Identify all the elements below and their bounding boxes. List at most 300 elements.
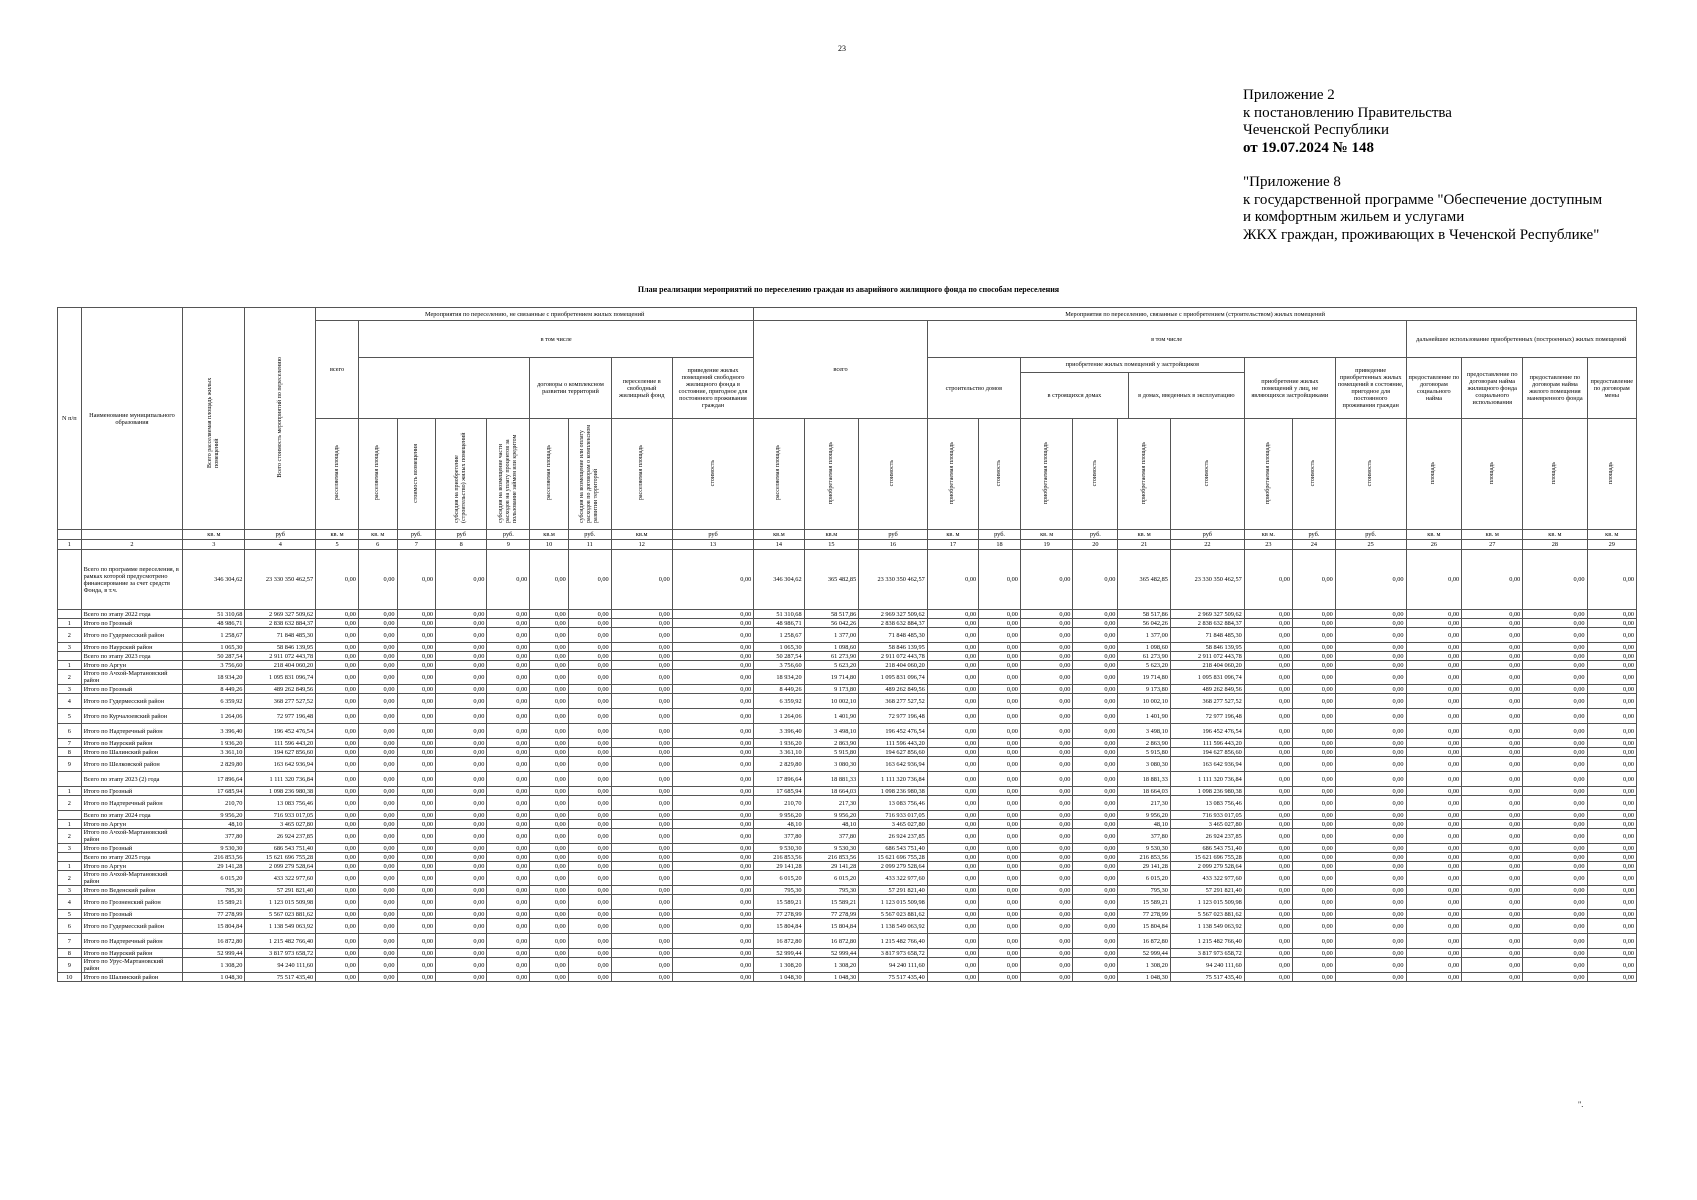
value-cell: 0,00	[358, 844, 397, 853]
value-cell: 0,00	[397, 796, 436, 811]
value-cell: 346 304,62	[183, 550, 245, 610]
value-cell: 0,00	[1523, 934, 1587, 949]
value-cell: 686 543 751,40	[1170, 844, 1244, 853]
value-cell: 0,00	[672, 670, 754, 685]
value-cell: 194 627 856,60	[245, 748, 316, 757]
value-cell: 0,00	[436, 652, 487, 661]
value-cell: 0,00	[1587, 685, 1636, 694]
value-cell: 0,00	[568, 610, 611, 619]
value-cell: 0,00	[487, 643, 530, 652]
value-cell: 0,00	[1292, 919, 1335, 934]
value-cell: 0,00	[1406, 652, 1462, 661]
value-cell: 0,00	[1462, 652, 1523, 661]
row-number: 3	[58, 685, 82, 694]
value-cell: 0,00	[1244, 685, 1292, 694]
value-cell: 0,00	[358, 724, 397, 739]
value-cell: 0,00	[1462, 619, 1523, 628]
value-cell: 0,00	[1587, 652, 1636, 661]
column-number-cell: 21	[1118, 540, 1170, 550]
units-cell: руб	[245, 530, 316, 540]
value-cell: 0,00	[358, 853, 397, 862]
value-cell: 0,00	[436, 862, 487, 871]
value-cell: 0,00	[672, 811, 754, 820]
value-cell: 0,00	[1244, 772, 1292, 787]
row-number: 1	[58, 661, 82, 670]
row-number: 6	[58, 724, 82, 739]
value-cell: 2 099 279 528,64	[859, 862, 928, 871]
value-cell: 6 015,20	[183, 871, 245, 886]
subheader-cell: приобретаемая площадь	[1118, 419, 1170, 530]
value-cell: 0,00	[397, 643, 436, 652]
value-cell: 1 215 482 766,40	[1170, 934, 1244, 949]
value-cell: 0,00	[1020, 958, 1072, 973]
value-cell: 0,00	[1244, 829, 1292, 844]
value-cell: 0,00	[1335, 739, 1406, 748]
value-cell: 0,00	[1020, 895, 1072, 910]
value-cell: 17 896,64	[754, 772, 804, 787]
value-cell: 0,00	[397, 844, 436, 853]
value-cell: 9 530,30	[1118, 844, 1170, 853]
value-cell: 0,00	[1073, 748, 1118, 757]
municipality-name: Всего по этапу 2023 (2) года	[81, 772, 183, 787]
municipality-name: Итого по Веденский район	[81, 886, 183, 895]
value-cell: 377,80	[754, 829, 804, 844]
header-dogovory: договоры о комплексном развитии территорий	[530, 358, 611, 419]
value-cell: 18 881,33	[804, 772, 859, 787]
value-cell: 0,00	[436, 886, 487, 895]
subheader-cell: субсидия на приобретение (строительство) жилых помещений	[436, 419, 487, 530]
units-cell: кв. м	[1118, 530, 1170, 540]
value-cell: 0,00	[1523, 820, 1587, 829]
row-number: 3	[58, 643, 82, 652]
row-number: 6	[58, 919, 82, 934]
value-cell: 2 911 072 443,78	[859, 652, 928, 661]
value-cell: 0,00	[1335, 886, 1406, 895]
value-cell: 0,00	[568, 862, 611, 871]
value-cell: 0,00	[316, 853, 359, 862]
value-cell: 0,00	[397, 934, 436, 949]
value-cell: 0,00	[672, 853, 754, 862]
municipality-name: Итого по Шалинский район	[81, 973, 183, 982]
value-cell: 0,00	[1335, 829, 1406, 844]
page-number: 23	[838, 44, 846, 53]
value-cell: 0,00	[927, 811, 978, 820]
table-row	[58, 619, 1637, 628]
value-cell: 0,00	[1335, 895, 1406, 910]
value-cell: 0,00	[530, 694, 569, 709]
value-cell: 0,00	[397, 739, 436, 748]
value-cell: 26 924 237,85	[1170, 829, 1244, 844]
value-cell: 0,00	[1292, 685, 1335, 694]
value-cell: 0,00	[1587, 739, 1636, 748]
value-cell: 0,00	[436, 550, 487, 610]
value-cell: 0,00	[1073, 772, 1118, 787]
value-cell: 0,00	[1462, 709, 1523, 724]
table-row	[58, 910, 1637, 919]
table-row	[58, 829, 1637, 844]
header-total-cost: Всего стоимость мероприятий по переселению	[245, 308, 316, 530]
value-cell: 0,00	[927, 772, 978, 787]
value-cell: 0,00	[611, 685, 672, 694]
value-cell: 1 111 320 736,84	[1170, 772, 1244, 787]
value-cell: 0,00	[1406, 862, 1462, 871]
value-cell: 0,00	[1406, 643, 1462, 652]
value-cell: 0,00	[568, 694, 611, 709]
value-cell: 0,00	[530, 910, 569, 919]
value-cell: 196 452 476,54	[859, 724, 928, 739]
value-cell: 0,00	[530, 685, 569, 694]
value-cell: 1 308,20	[183, 958, 245, 973]
value-cell: 0,00	[1587, 709, 1636, 724]
value-cell: 19 714,80	[1118, 670, 1170, 685]
value-cell: 218 404 060,20	[1170, 661, 1244, 670]
value-cell: 0,00	[1073, 610, 1118, 619]
value-cell: 0,00	[1523, 619, 1587, 628]
value-cell: 0,00	[927, 844, 978, 853]
value-cell: 0,00	[358, 958, 397, 973]
value-cell: 0,00	[568, 709, 611, 724]
value-cell: 1 308,20	[754, 958, 804, 973]
table-row	[58, 871, 1637, 886]
header-total-area: Всего расселяемая площадь жилых помещений	[183, 308, 245, 530]
table-row	[58, 811, 1637, 820]
value-cell: 0,00	[1523, 709, 1587, 724]
value-cell: 0,00	[1020, 796, 1072, 811]
value-cell: 0,00	[1292, 949, 1335, 958]
table-row	[58, 772, 1637, 787]
value-cell: 377,80	[804, 829, 859, 844]
value-cell: 0,00	[1406, 787, 1462, 796]
value-cell: 61 273,90	[1118, 652, 1170, 661]
units-cell: кв. м	[1587, 530, 1636, 540]
value-cell: 0,00	[397, 829, 436, 844]
value-cell: 0,00	[436, 958, 487, 973]
subheader-cell: субсидия на возмещение или оплату расходов по договорам о комплексном развитии территорий	[568, 419, 611, 530]
value-cell: 0,00	[1523, 829, 1587, 844]
value-cell: 0,00	[487, 811, 530, 820]
value-cell: 0,00	[530, 724, 569, 739]
value-cell: 0,00	[611, 844, 672, 853]
value-cell: 0,00	[1244, 661, 1292, 670]
value-cell: 0,00	[672, 862, 754, 871]
subheader-cell: расселяемая площадь	[316, 419, 359, 530]
subheader-cell: стоимость	[1335, 419, 1406, 530]
value-cell: 0,00	[927, 685, 978, 694]
value-cell: 0,00	[1335, 796, 1406, 811]
value-cell: 0,00	[979, 661, 1021, 670]
value-cell: 1 264,06	[183, 709, 245, 724]
value-cell: 0,00	[1406, 709, 1462, 724]
value-cell: 0,00	[979, 628, 1021, 643]
municipality-name: Итого по Наурский район	[81, 949, 183, 958]
value-cell: 0,00	[672, 910, 754, 919]
value-cell: 50 287,54	[183, 652, 245, 661]
value-cell: 433 322 977,60	[245, 871, 316, 886]
value-cell: 1 258,67	[754, 628, 804, 643]
value-cell: 0,00	[568, 958, 611, 973]
value-cell: 0,00	[316, 811, 359, 820]
value-cell: 0,00	[436, 757, 487, 772]
value-cell: 0,00	[927, 757, 978, 772]
value-cell: 0,00	[1523, 757, 1587, 772]
value-cell: 0,00	[530, 619, 569, 628]
value-cell: 0,00	[1406, 973, 1462, 982]
value-cell: 0,00	[487, 709, 530, 724]
header-line: и комфортным жильем и услугами	[1243, 209, 1465, 225]
header-in-number-b: в том числе	[927, 321, 1406, 358]
subheader-cell: стоимость	[1292, 419, 1335, 530]
value-cell: 0,00	[436, 739, 487, 748]
value-cell: 18 934,20	[183, 670, 245, 685]
value-cell: 0,00	[1244, 748, 1292, 757]
value-cell: 489 262 849,56	[1170, 685, 1244, 694]
value-cell: 0,00	[611, 787, 672, 796]
value-cell: 0,00	[1020, 787, 1072, 796]
value-cell: 0,00	[568, 886, 611, 895]
value-cell: 26 924 237,85	[859, 829, 928, 844]
value-cell: 0,00	[530, 550, 569, 610]
value-cell: 0,00	[1462, 694, 1523, 709]
value-cell: 216 853,56	[804, 853, 859, 862]
table-row	[58, 796, 1637, 811]
value-cell: 0,00	[530, 853, 569, 862]
value-cell: 0,00	[487, 724, 530, 739]
value-cell: 0,00	[1406, 772, 1462, 787]
value-cell: 0,00	[1292, 811, 1335, 820]
value-cell: 0,00	[927, 820, 978, 829]
appendix-header	[1243, 87, 1602, 244]
value-cell: 0,00	[979, 694, 1021, 709]
value-cell: 0,00	[927, 550, 978, 610]
value-cell: 23 330 350 462,57	[245, 550, 316, 610]
value-cell: 0,00	[487, 739, 530, 748]
value-cell: 0,00	[672, 844, 754, 853]
value-cell: 0,00	[530, 871, 569, 886]
value-cell: 0,00	[979, 724, 1021, 739]
value-cell: 0,00	[1462, 772, 1523, 787]
value-cell: 0,00	[316, 757, 359, 772]
value-cell: 0,00	[436, 829, 487, 844]
value-cell: 0,00	[611, 811, 672, 820]
value-cell: 26 924 237,85	[245, 829, 316, 844]
value-cell: 0,00	[568, 685, 611, 694]
value-cell: 75 517 435,40	[245, 973, 316, 982]
subheader-cell: приобретаемая площадь	[1244, 419, 1292, 530]
value-cell: 0,00	[1335, 862, 1406, 871]
value-cell: 1 048,30	[1118, 973, 1170, 982]
value-cell: 0,00	[436, 643, 487, 652]
value-cell: 111 596 443,20	[1170, 739, 1244, 748]
value-cell: 0,00	[1244, 787, 1292, 796]
municipality-name: Итого по Гудермесский район	[81, 628, 183, 643]
value-cell: 15 589,21	[183, 895, 245, 910]
value-cell: 0,00	[568, 820, 611, 829]
units-cell: руб.	[568, 530, 611, 540]
value-cell: 0,00	[1523, 958, 1587, 973]
value-cell: 0,00	[1020, 886, 1072, 895]
table-row	[58, 895, 1637, 910]
municipality-name: Итого по Аргун	[81, 862, 183, 871]
value-cell: 0,00	[568, 661, 611, 670]
value-cell: 51 310,68	[183, 610, 245, 619]
value-cell: 196 452 476,54	[1170, 724, 1244, 739]
units-cell: кв. м	[1406, 530, 1462, 540]
value-cell: 0,00	[568, 973, 611, 982]
value-cell: 111 596 443,20	[245, 739, 316, 748]
value-cell: 1 138 549 063,92	[859, 919, 928, 934]
value-cell: 0,00	[1335, 685, 1406, 694]
column-number-cell: 29	[1587, 540, 1636, 550]
value-cell: 210,70	[754, 796, 804, 811]
value-cell: 0,00	[1335, 919, 1406, 934]
value-cell: 3 498,10	[804, 724, 859, 739]
column-number-cell: 20	[1073, 540, 1118, 550]
value-cell: 1 401,90	[804, 709, 859, 724]
value-cell: 0,00	[1292, 829, 1335, 844]
value-cell: 0,00	[927, 895, 978, 910]
value-cell: 0,00	[979, 973, 1021, 982]
value-cell: 0,00	[487, 853, 530, 862]
column-number-cell: 9	[487, 540, 530, 550]
value-cell: 0,00	[1073, 958, 1118, 973]
value-cell: 0,00	[927, 934, 978, 949]
value-cell: 0,00	[1020, 862, 1072, 871]
value-cell: 368 277 527,52	[859, 694, 928, 709]
table-row	[58, 685, 1637, 694]
header-dalneyshee: дальнейшее использование приобретенных (построенных) жилых помещений	[1406, 321, 1636, 358]
value-cell: 0,00	[611, 862, 672, 871]
value-cell: 51 310,68	[754, 610, 804, 619]
value-cell: 0,00	[1462, 748, 1523, 757]
value-cell: 0,00	[1587, 886, 1636, 895]
value-cell: 0,00	[1587, 757, 1636, 772]
value-cell: 0,00	[1523, 610, 1587, 619]
value-cell: 0,00	[568, 739, 611, 748]
value-cell: 377,80	[183, 829, 245, 844]
value-cell: 0,00	[611, 757, 672, 772]
value-cell: 0,00	[487, 628, 530, 643]
value-cell: 77 278,99	[754, 910, 804, 919]
value-cell: 0,00	[568, 628, 611, 643]
value-cell: 0,00	[672, 661, 754, 670]
value-cell: 0,00	[1587, 643, 1636, 652]
value-cell: 0,00	[1406, 871, 1462, 886]
value-cell: 0,00	[611, 643, 672, 652]
value-cell: 0,00	[979, 886, 1021, 895]
municipality-name: Итого по Аргун	[81, 661, 183, 670]
value-cell: 0,00	[358, 643, 397, 652]
value-cell: 0,00	[672, 550, 754, 610]
value-cell: 1 401,90	[1118, 709, 1170, 724]
value-cell: 0,00	[436, 949, 487, 958]
value-cell: 0,00	[1462, 685, 1523, 694]
value-cell: 17 896,64	[183, 772, 245, 787]
value-cell: 0,00	[927, 958, 978, 973]
value-cell: 2 829,80	[754, 757, 804, 772]
value-cell: 0,00	[672, 772, 754, 787]
row-number: 3	[58, 844, 82, 853]
value-cell: 3 498,10	[1118, 724, 1170, 739]
value-cell: 0,00	[358, 949, 397, 958]
header-n: N п/п	[58, 308, 82, 530]
value-cell: 0,00	[436, 694, 487, 709]
value-cell: 0,00	[1406, 724, 1462, 739]
value-cell: 111 596 443,20	[859, 739, 928, 748]
value-cell: 0,00	[436, 811, 487, 820]
value-cell: 0,00	[611, 619, 672, 628]
municipality-name: Всего по программе переселения, в рамках которой предусмотрено финансирование за счет средств Фонда, в т.ч.	[81, 550, 183, 610]
value-cell: 0,00	[927, 724, 978, 739]
value-cell: 0,00	[611, 628, 672, 643]
value-cell: 77 278,99	[183, 910, 245, 919]
value-cell: 0,00	[436, 709, 487, 724]
value-cell: 0,00	[436, 796, 487, 811]
value-cell: 0,00	[979, 685, 1021, 694]
value-cell: 6 359,92	[754, 694, 804, 709]
header-privedenie-b: приведение приобретенных жилых помещений в состояние, пригодное для постоянного проживания граждан	[1335, 358, 1406, 419]
value-cell: 2 838 632 884,37	[245, 619, 316, 628]
value-cell: 5 567 023 881,62	[1170, 910, 1244, 919]
table-row	[58, 886, 1637, 895]
value-cell: 0,00	[316, 949, 359, 958]
value-cell: 0,00	[1020, 694, 1072, 709]
value-cell: 0,00	[568, 811, 611, 820]
value-cell: 48 986,71	[754, 619, 804, 628]
value-cell: 5 915,80	[804, 748, 859, 757]
value-cell: 0,00	[979, 958, 1021, 973]
value-cell: 1 936,20	[754, 739, 804, 748]
header-priobretenie-zastr: приобретение жилых помещений у застройщиков в строящихся домах в домах, введенных в эксплуатацию	[1020, 358, 1244, 419]
row-number	[58, 772, 82, 787]
value-cell: 0,00	[397, 820, 436, 829]
value-cell: 0,00	[979, 919, 1021, 934]
value-cell: 0,00	[358, 919, 397, 934]
units-cell: кв.м	[611, 530, 672, 540]
municipality-name: Итого по Грозный	[81, 787, 183, 796]
municipality-name: Итого по Грозный	[81, 910, 183, 919]
subheader-cell: приобретаемая площадь	[1020, 419, 1072, 530]
value-cell: 0,00	[1244, 550, 1292, 610]
value-cell: 0,00	[487, 550, 530, 610]
value-cell: 0,00	[1335, 934, 1406, 949]
value-cell: 0,00	[1406, 886, 1462, 895]
row-number: 7	[58, 739, 82, 748]
value-cell: 0,00	[1073, 811, 1118, 820]
value-cell: 0,00	[1587, 628, 1636, 643]
value-cell: 0,00	[1073, 724, 1118, 739]
value-cell: 0,00	[316, 973, 359, 982]
value-cell: 2 838 632 884,37	[1170, 619, 1244, 628]
table-row	[58, 787, 1637, 796]
value-cell: 75 517 435,40	[1170, 973, 1244, 982]
value-cell: 0,00	[568, 724, 611, 739]
value-cell: 1 065,30	[183, 643, 245, 652]
value-cell: 0,00	[530, 919, 569, 934]
value-cell: 0,00	[1292, 709, 1335, 724]
value-cell: 0,00	[568, 829, 611, 844]
value-cell: 0,00	[487, 820, 530, 829]
value-cell: 0,00	[1406, 910, 1462, 919]
value-cell: 1 111 320 736,84	[859, 772, 928, 787]
value-cell: 9 956,20	[1118, 811, 1170, 820]
value-cell: 0,00	[1244, 796, 1292, 811]
value-cell: 0,00	[1020, 709, 1072, 724]
value-cell: 0,00	[1335, 871, 1406, 886]
table-row	[58, 757, 1637, 772]
header-group-a: Мероприятия по переселению, не связанные с приобретением жилых помещений	[316, 308, 754, 321]
column-number-cell: 6	[358, 540, 397, 550]
value-cell: 0,00	[397, 628, 436, 643]
